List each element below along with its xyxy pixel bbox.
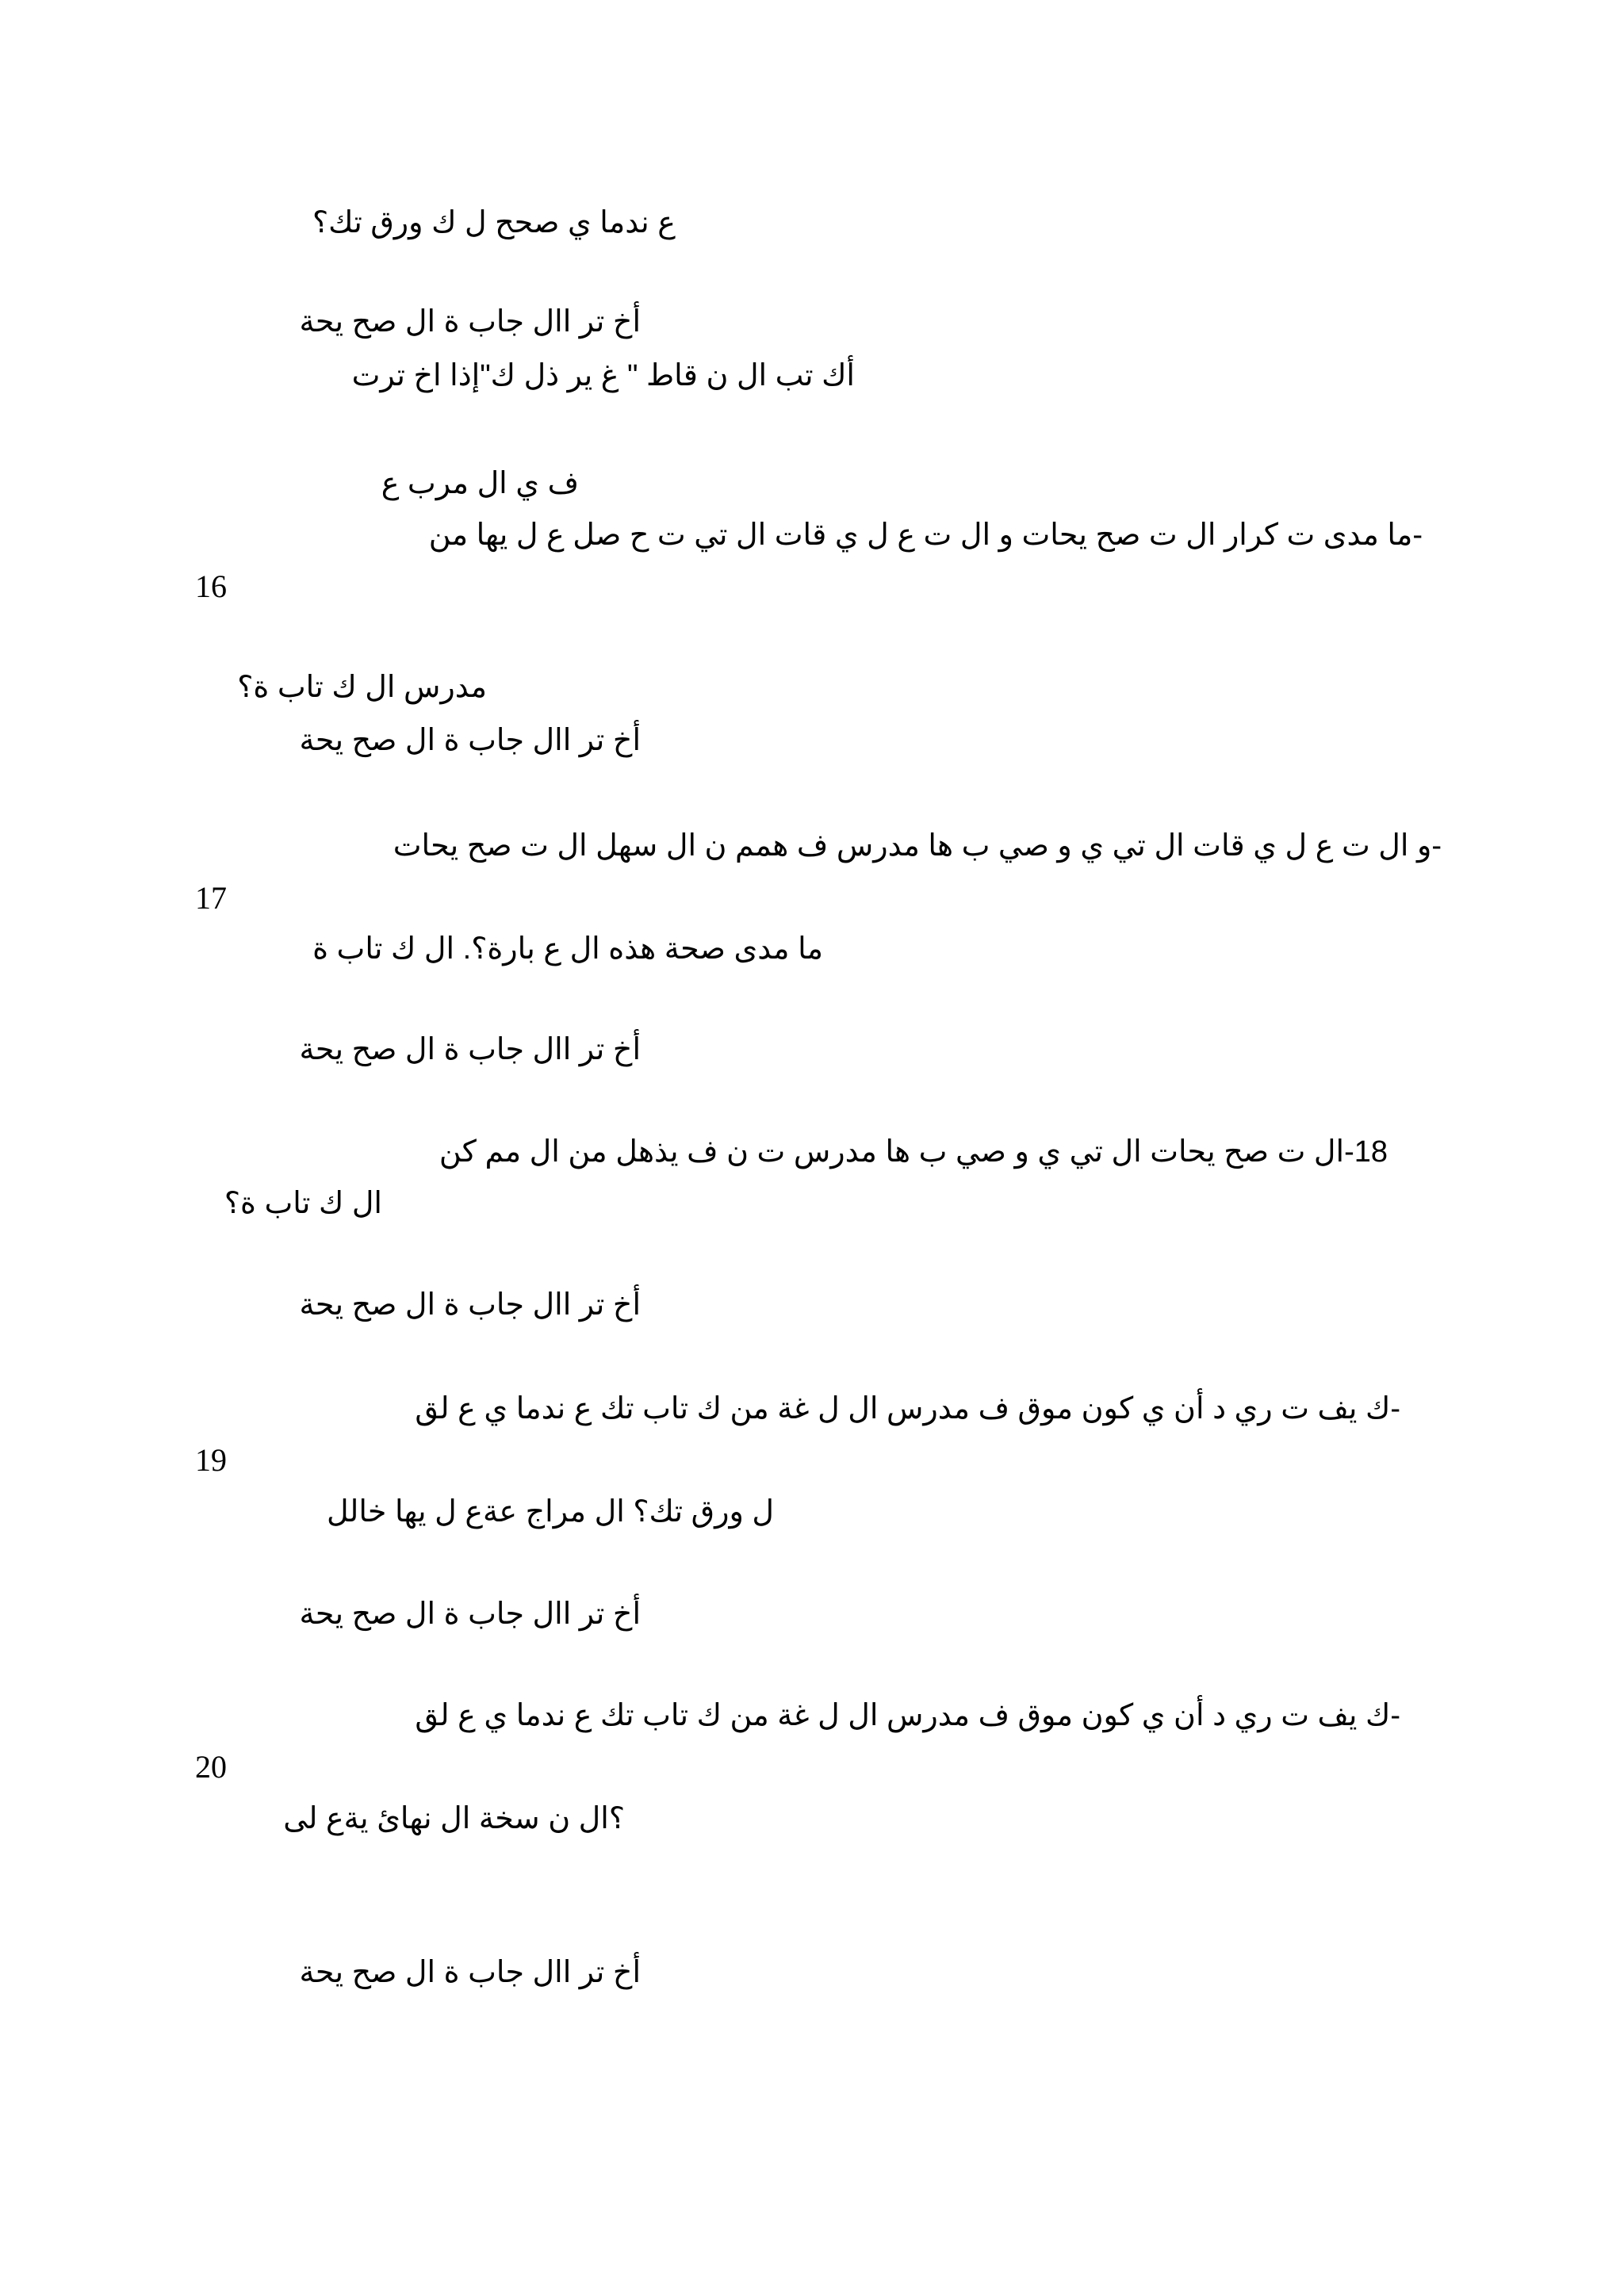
- instruction-in-box: ف ي ال مرب ع: [381, 467, 579, 500]
- question-20-number: 20: [195, 1749, 227, 1785]
- question-19-text: -ك يف ت ري د أن ي كون موق ف مدرس ال ل غة من ك تاب تك ع ندما ي ع لق: [415, 1392, 1400, 1425]
- question-17-text: -و ال ت ع ل ي قات ال تي ي و صي ب ها مدرس ف همم ن ال سهل ال ت صح يحات: [393, 829, 1442, 863]
- question-15-text: ع ندما ي صحح ل ك ورق تك؟: [312, 206, 676, 239]
- instruction-choose-answer: أخ تر اال جاب ة ال صح يحة: [299, 1598, 641, 1631]
- question-17-continuation: ما مدى صحة هذه ال ع بارة؟. ال ك تاب ة: [312, 932, 823, 966]
- question-16-text: -ما مدى ت كرار ال ت صح يحات و ال ت ع ل ي قات ال تي ت ح صل ع ل يها من: [428, 519, 1423, 552]
- instruction-choose-answer: أخ تر اال جاب ة ال صح يحة: [299, 1956, 641, 1989]
- question-18-continuation: ال ك تاب ة؟: [224, 1187, 382, 1220]
- question-18-text: 18-ال ت صح يحات ال تي ي و صي ب ها مدرس ت ن ف يذهل من ال مم كن: [439, 1135, 1388, 1169]
- question-20-text: -ك يف ت ري د أن ي كون موق ف مدرس ال ل غة من ك تاب تك ع ندما ي ع لق: [415, 1699, 1400, 1732]
- instruction-choose-answer: أخ تر اال جاب ة ال صح يحة: [299, 1288, 641, 1322]
- instruction-write-points: أك تب ال ن قاط " غ ير ذل ك"إذا اخ ترت: [351, 359, 855, 392]
- question-19-continuation: ل ورق تك؟ ال مراج عةع ل يها خالل: [326, 1495, 774, 1529]
- question-16-continuation: مدرس ال ك تاب ة؟: [237, 671, 487, 704]
- instruction-choose-answer: أخ تر اال جاب ة ال صح يحة: [299, 1033, 641, 1066]
- question-20-continuation: ؟ال ن سخة ال نهائ يةع لى: [283, 1802, 625, 1835]
- question-16-number: 16: [195, 568, 227, 604]
- question-17-number: 17: [195, 880, 227, 916]
- question-19-number: 19: [195, 1442, 227, 1478]
- instruction-choose-answer: أخ تر اال جاب ة ال صح يحة: [299, 305, 641, 339]
- instruction-choose-answer: أخ تر اال جاب ة ال صح يحة: [299, 724, 641, 757]
